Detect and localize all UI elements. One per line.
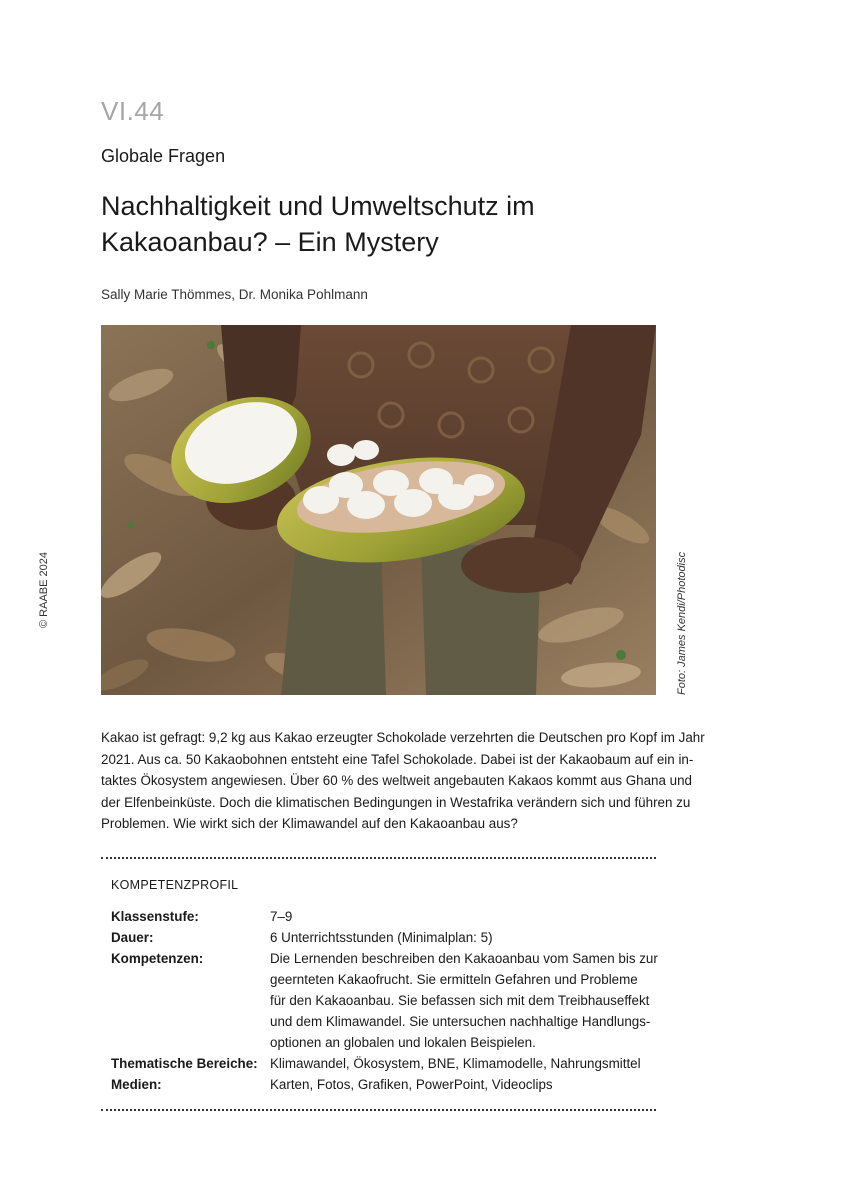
competence-line: geernteten Kakaofrucht. Sie ermitteln Gefahren und Probleme: [270, 972, 638, 987]
unit-code: VI.44: [101, 96, 165, 126]
divider-top: [101, 857, 656, 859]
competence-label: Kompetenzen:: [111, 951, 204, 966]
topics-value: Klimawandel, Ökosystem, BNE, Klimamodelle, Nahrungsmittel: [270, 1056, 641, 1071]
competence-line: und dem Klimawandel. Sie untersuchen nachhaltige Handlungs-: [270, 1014, 651, 1029]
intro-line: 2021. Aus ca. 50 Kakaobohnen entsteht eine Tafel Schokolade. Dabei ist der Kakaobaum auf ein in-: [101, 751, 694, 767]
grade-label: Klassenstufe:: [111, 909, 199, 924]
competence-line: Die Lernenden beschreiben den Kakaoanbau vom Samen bis zur: [270, 951, 658, 966]
competence-line: für den Kakaoanbau. Sie befassen sich mit dem Treibhauseffekt: [270, 993, 650, 1008]
cocoa-pod-illustration: [101, 325, 656, 695]
intro-line: Kakao ist gefragt: 9,2 kg aus Kakao erzeugter Schokolade verzehrten die Deutschen pro Kopf im Jahr: [101, 730, 705, 745]
cocoa-photo: [101, 325, 656, 695]
intro-line: Problemen. Wie wirkt sich der Klimawandel auf den Kakaoanbau aus?: [101, 816, 518, 831]
grade-value: 7–9: [270, 909, 293, 924]
duration-value: 6 Unterrichtsstunden (Minimalplan: 5): [270, 930, 493, 945]
duration-label: Dauer:: [111, 930, 154, 945]
title-line-2: Kakaoanbau? – Ein Mystery: [101, 227, 439, 257]
copyright-notice: © RAABE 2024: [38, 552, 50, 628]
profile-heading: KOMPETENZPROFIL: [111, 878, 239, 892]
intro-line: der Elfenbeinküste. Doch die klimatischen Bedingungen in Westafrika verändern sich und führen zu: [101, 794, 691, 810]
intro-line: taktes Ökosystem angewiesen. Über 60 % des weltweit angebauten Kakaos kommt aus Ghana und: [101, 773, 693, 788]
media-label: Medien:: [111, 1077, 162, 1092]
title-line-1: Nachhaltigkeit und Umweltschutz im: [101, 191, 535, 221]
page-title: [101, 188, 701, 260]
topics-label: Thematische Bereiche:: [111, 1056, 258, 1071]
media-value: Karten, Fotos, Grafiken, PowerPoint, Videoclips: [270, 1077, 553, 1092]
authors: Sally Marie Thömmes, Dr. Monika Pohlmann: [101, 287, 368, 302]
section-label: Globale Fragen: [101, 146, 226, 166]
photo-credit: Foto: James Kendi/Photodisc: [676, 551, 688, 695]
divider-bottom: [101, 1109, 656, 1111]
competence-value: [270, 948, 658, 1053]
intro-paragraph: [101, 727, 705, 835]
competence-line: optionen an globalen und lokalen Beispielen.: [270, 1035, 536, 1050]
